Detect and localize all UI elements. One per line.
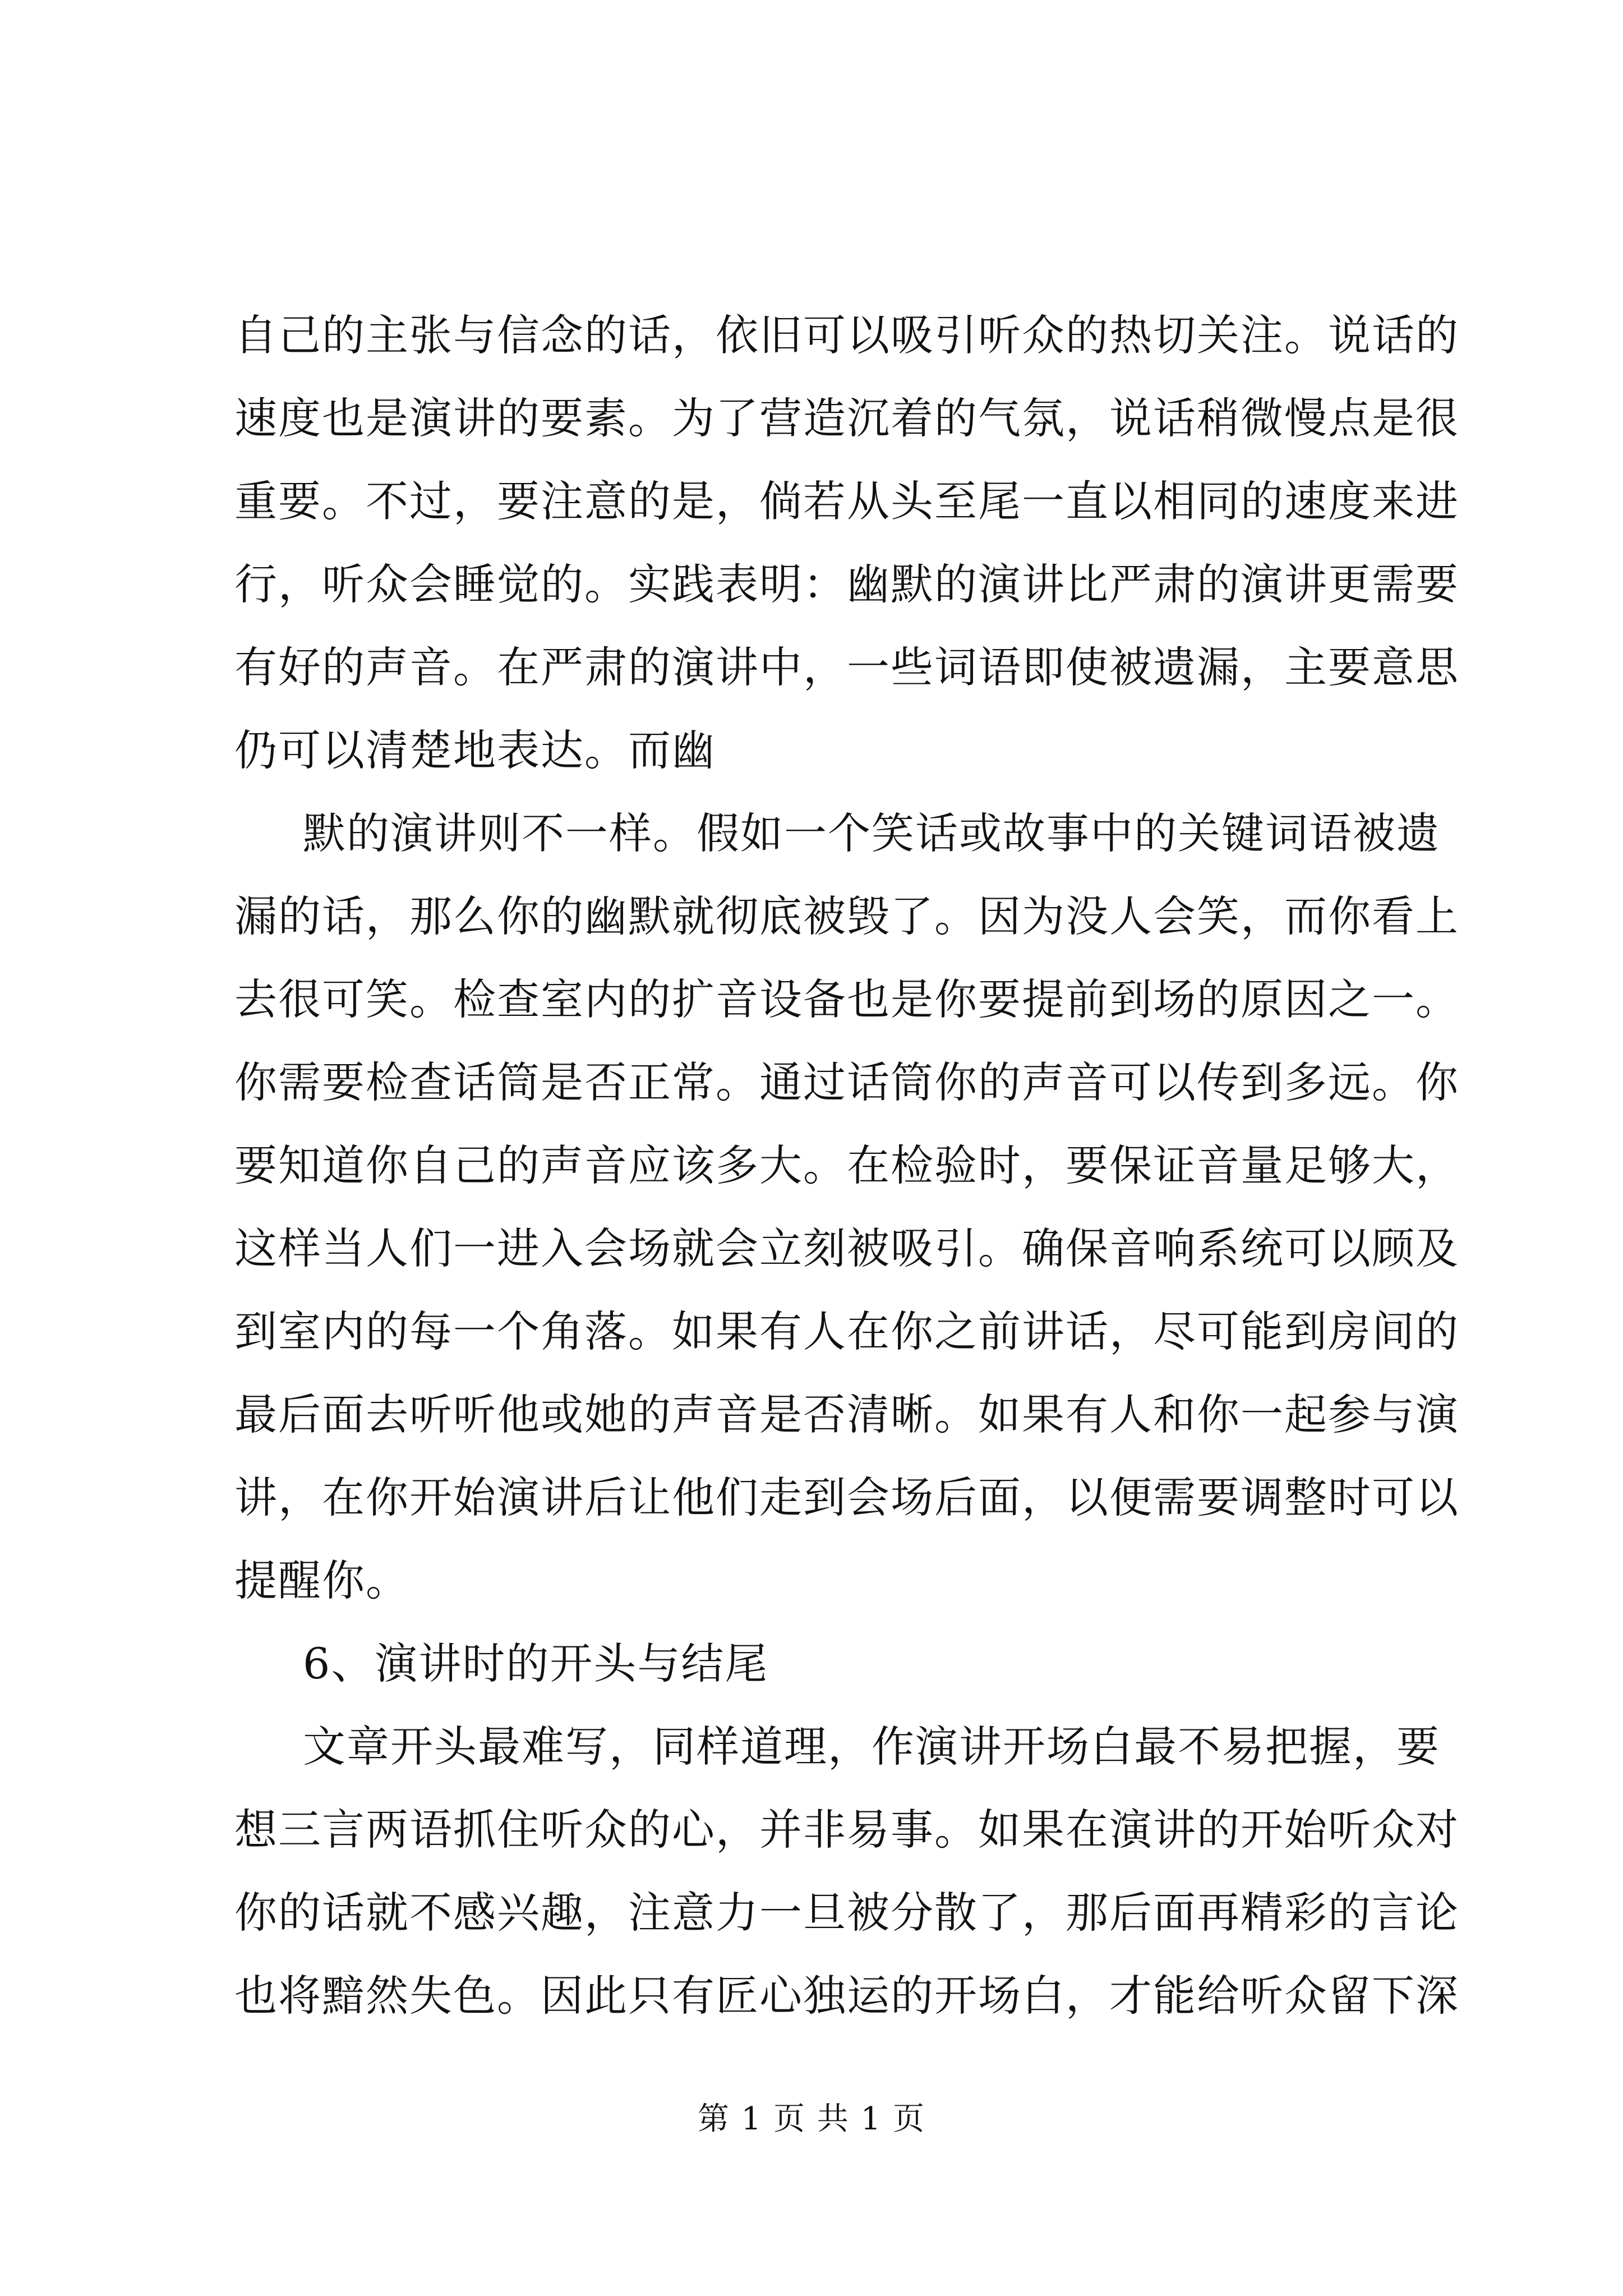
text-line: 有好的声音。在严肃的演讲中，一些词语即使被遗漏，主要意思 [234, 642, 1459, 692]
text-line: 想三言两语抓住听众的心，并非易事。如果在演讲的开始听众对 [234, 1805, 1459, 1855]
text-line: 最后面去听听他或她的声音是否清晰。如果有人和你一起参与演 [234, 1389, 1459, 1439]
text-line: 仍可以清楚地表达。而幽 [234, 725, 716, 775]
paragraph-start-line: 默的演讲则不一样。假如一个笑话或故事中的关键词语被遗 [303, 808, 1440, 858]
text-line: 去很可笑。检查室内的扩音设备也是你要提前到场的原因之一。 [234, 974, 1459, 1024]
text-line: 漏的话，那么你的幽默就彻底被毁了。因为没人会笑，而你看上 [234, 891, 1459, 941]
text-line: 讲，在你开始演讲后让他们走到会场后面，以便需要调整时可以 [234, 1473, 1459, 1522]
text-line: 提醒你。 [234, 1556, 409, 1605]
text-line: 到室内的每一个角落。如果有人在你之前讲话，尽可能到房间的 [234, 1306, 1459, 1356]
text-line: 行，听众会睡觉的。实践表明：幽默的演讲比严肃的演讲更需要 [234, 559, 1459, 609]
text-line: 速度也是演讲的要素。为了营造沉着的气氛，说话稍微慢点是很 [234, 393, 1459, 443]
text-line: 你的话就不感兴趣，注意力一旦被分散了，那后面再精彩的言论 [234, 1888, 1459, 1938]
text-line: 你需要检查话筒是否正常。通过话筒你的声音可以传到多远。你 [234, 1057, 1459, 1107]
paragraph-start-line: 文章开头最难写，同样道理，作演讲开场白最不易把握，要 [303, 1722, 1440, 1772]
text-line: 要知道你自己的声音应该多大。在检验时，要保证音量足够大， [234, 1140, 1459, 1190]
page-footer: 第 1 页 共 1 页 [697, 2101, 926, 2137]
text-line: 也将黯然失色。因此只有匠心独运的开场白，才能给听众留下深 [234, 1971, 1459, 2021]
section-heading: 6、演讲时的开头与结尾 [303, 1639, 769, 1688]
text-line: 自己的主张与信念的话，依旧可以吸引听众的热切关注。说话的 [234, 310, 1459, 360]
text-line: 重要。不过，要注意的是，倘若从头至尾一直以相同的速度来进 [234, 476, 1459, 526]
text-line: 这样当人们一进入会场就会立刻被吸引。确保音响系统可以顾及 [234, 1223, 1459, 1273]
